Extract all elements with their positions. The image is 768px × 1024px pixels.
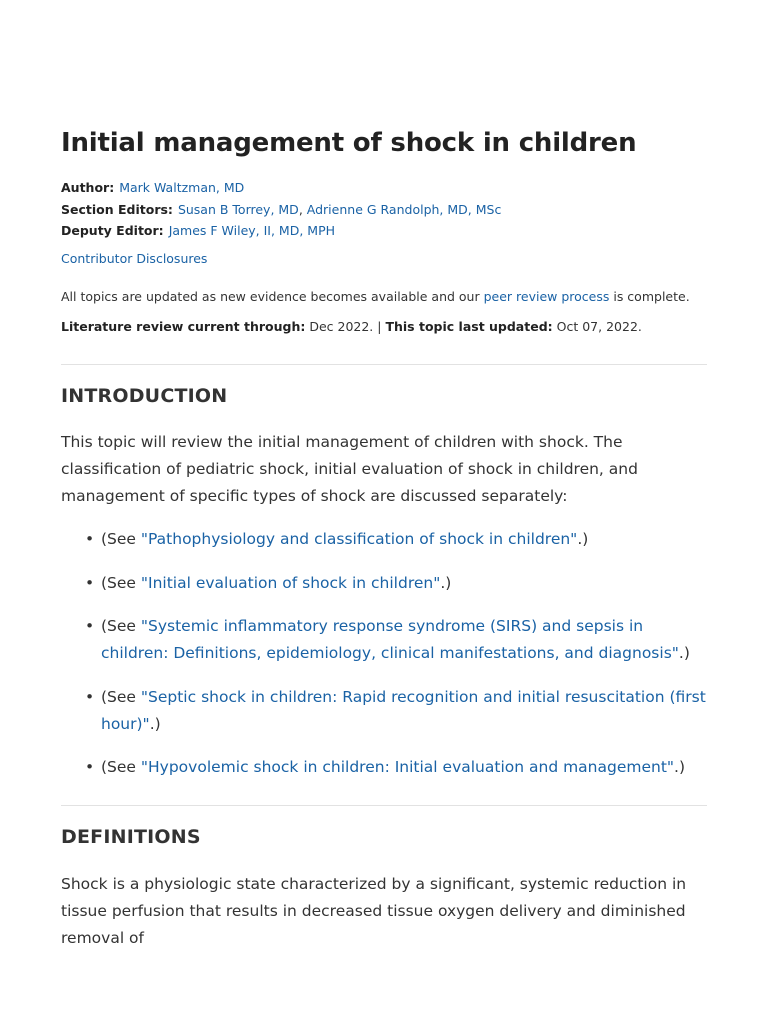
section-heading-definitions: DEFINITIONS — [61, 826, 201, 848]
bullet-icon: • — [85, 530, 95, 548]
bullet-icon: • — [85, 617, 95, 635]
section-editors-label: Section Editors: — [61, 201, 173, 217]
see-suffix: .) — [674, 758, 686, 776]
see-suffix: .) — [440, 573, 452, 592]
pipe-separator: | — [377, 319, 382, 334]
page-title: Initial management of shock in children — [61, 128, 637, 158]
section-editor-link[interactable]: Adrienne G Randolph, MD, MSc — [306, 201, 502, 217]
list-item — [61, 526, 707, 553]
see-prefix: (See — [101, 758, 141, 776]
see-prefix: (See — [101, 617, 141, 635]
section-heading-introduction: INTRODUCTION — [61, 385, 228, 407]
peer-review-link[interactable]: peer review process — [483, 289, 610, 304]
literature-review-line — [61, 319, 642, 334]
divider — [61, 805, 707, 806]
update-note-suffix: is complete. — [609, 289, 690, 304]
related-topic-link[interactable]: "Systemic inflammatory response syndrome (SIRS) and sepsis in children: Definitions, epidemiology, clinical manifestations, and diagnosis" — [101, 617, 679, 662]
update-note-prefix: All topics are updated as new evidence becomes available and our — [61, 289, 484, 304]
bullet-icon: • — [85, 758, 95, 776]
contributor-disclosures-link[interactable]: Contributor Disclosures — [61, 251, 208, 266]
see-also-list — [61, 526, 707, 798]
deputy-editor-link[interactable]: James F Wiley, II, MD, MPH — [168, 223, 336, 238]
deputy-editor-row — [61, 220, 501, 242]
literature-review-value: Dec 2022. — [309, 319, 374, 334]
see-suffix: .) — [149, 714, 161, 733]
related-topic-link[interactable]: "Pathophysiology and classification of shock in children" — [140, 530, 578, 548]
last-updated-value: Oct 07, 2022. — [556, 319, 642, 334]
definitions-paragraph: Shock is a physiologic state characterized by a significant, systemic reduction in tissue perfusion that results in decreased tissue oxygen delivery and diminished removal of — [61, 875, 687, 947]
see-suffix: .) — [577, 530, 589, 548]
introduction-paragraph: This topic will review the initial management of children with shock. The classification of pediatric shock, initial evaluation of shock in children, and management of specific types of shock are discussed separately: — [61, 433, 638, 505]
section-editor-link[interactable]: Susan B Torrey, MD — [177, 201, 299, 217]
author-label: Author: — [61, 180, 115, 195]
literature-review-label: Literature review current through: — [61, 319, 306, 334]
list-item — [61, 684, 707, 738]
last-updated-label: This topic last updated: — [385, 319, 553, 334]
list-item — [61, 570, 707, 597]
author-row — [61, 177, 501, 199]
see-prefix: (See — [101, 687, 141, 706]
bullet-icon: • — [85, 687, 95, 706]
related-topic-link[interactable]: "Septic shock in children: Rapid recognition and initial resuscitation (first hour)" — [101, 687, 706, 733]
list-item — [61, 613, 707, 667]
related-topic-link[interactable]: "Hypovolemic shock in children: Initial evaluation and management" — [140, 758, 675, 776]
see-prefix: (See — [101, 573, 141, 592]
byline — [61, 177, 501, 242]
author-link[interactable]: Mark Waltzman, MD — [119, 180, 245, 195]
bullet-icon: • — [85, 573, 95, 592]
divider — [61, 364, 707, 365]
update-note — [61, 289, 690, 304]
related-topic-link[interactable]: "Initial evaluation of shock in children" — [140, 573, 441, 592]
deputy-editor-label: Deputy Editor: — [61, 223, 164, 238]
editor-separator: , — [298, 201, 303, 217]
see-suffix: .) — [678, 644, 690, 662]
see-prefix: (See — [101, 530, 141, 548]
list-item — [61, 754, 707, 781]
section-editors-row — [61, 199, 501, 221]
